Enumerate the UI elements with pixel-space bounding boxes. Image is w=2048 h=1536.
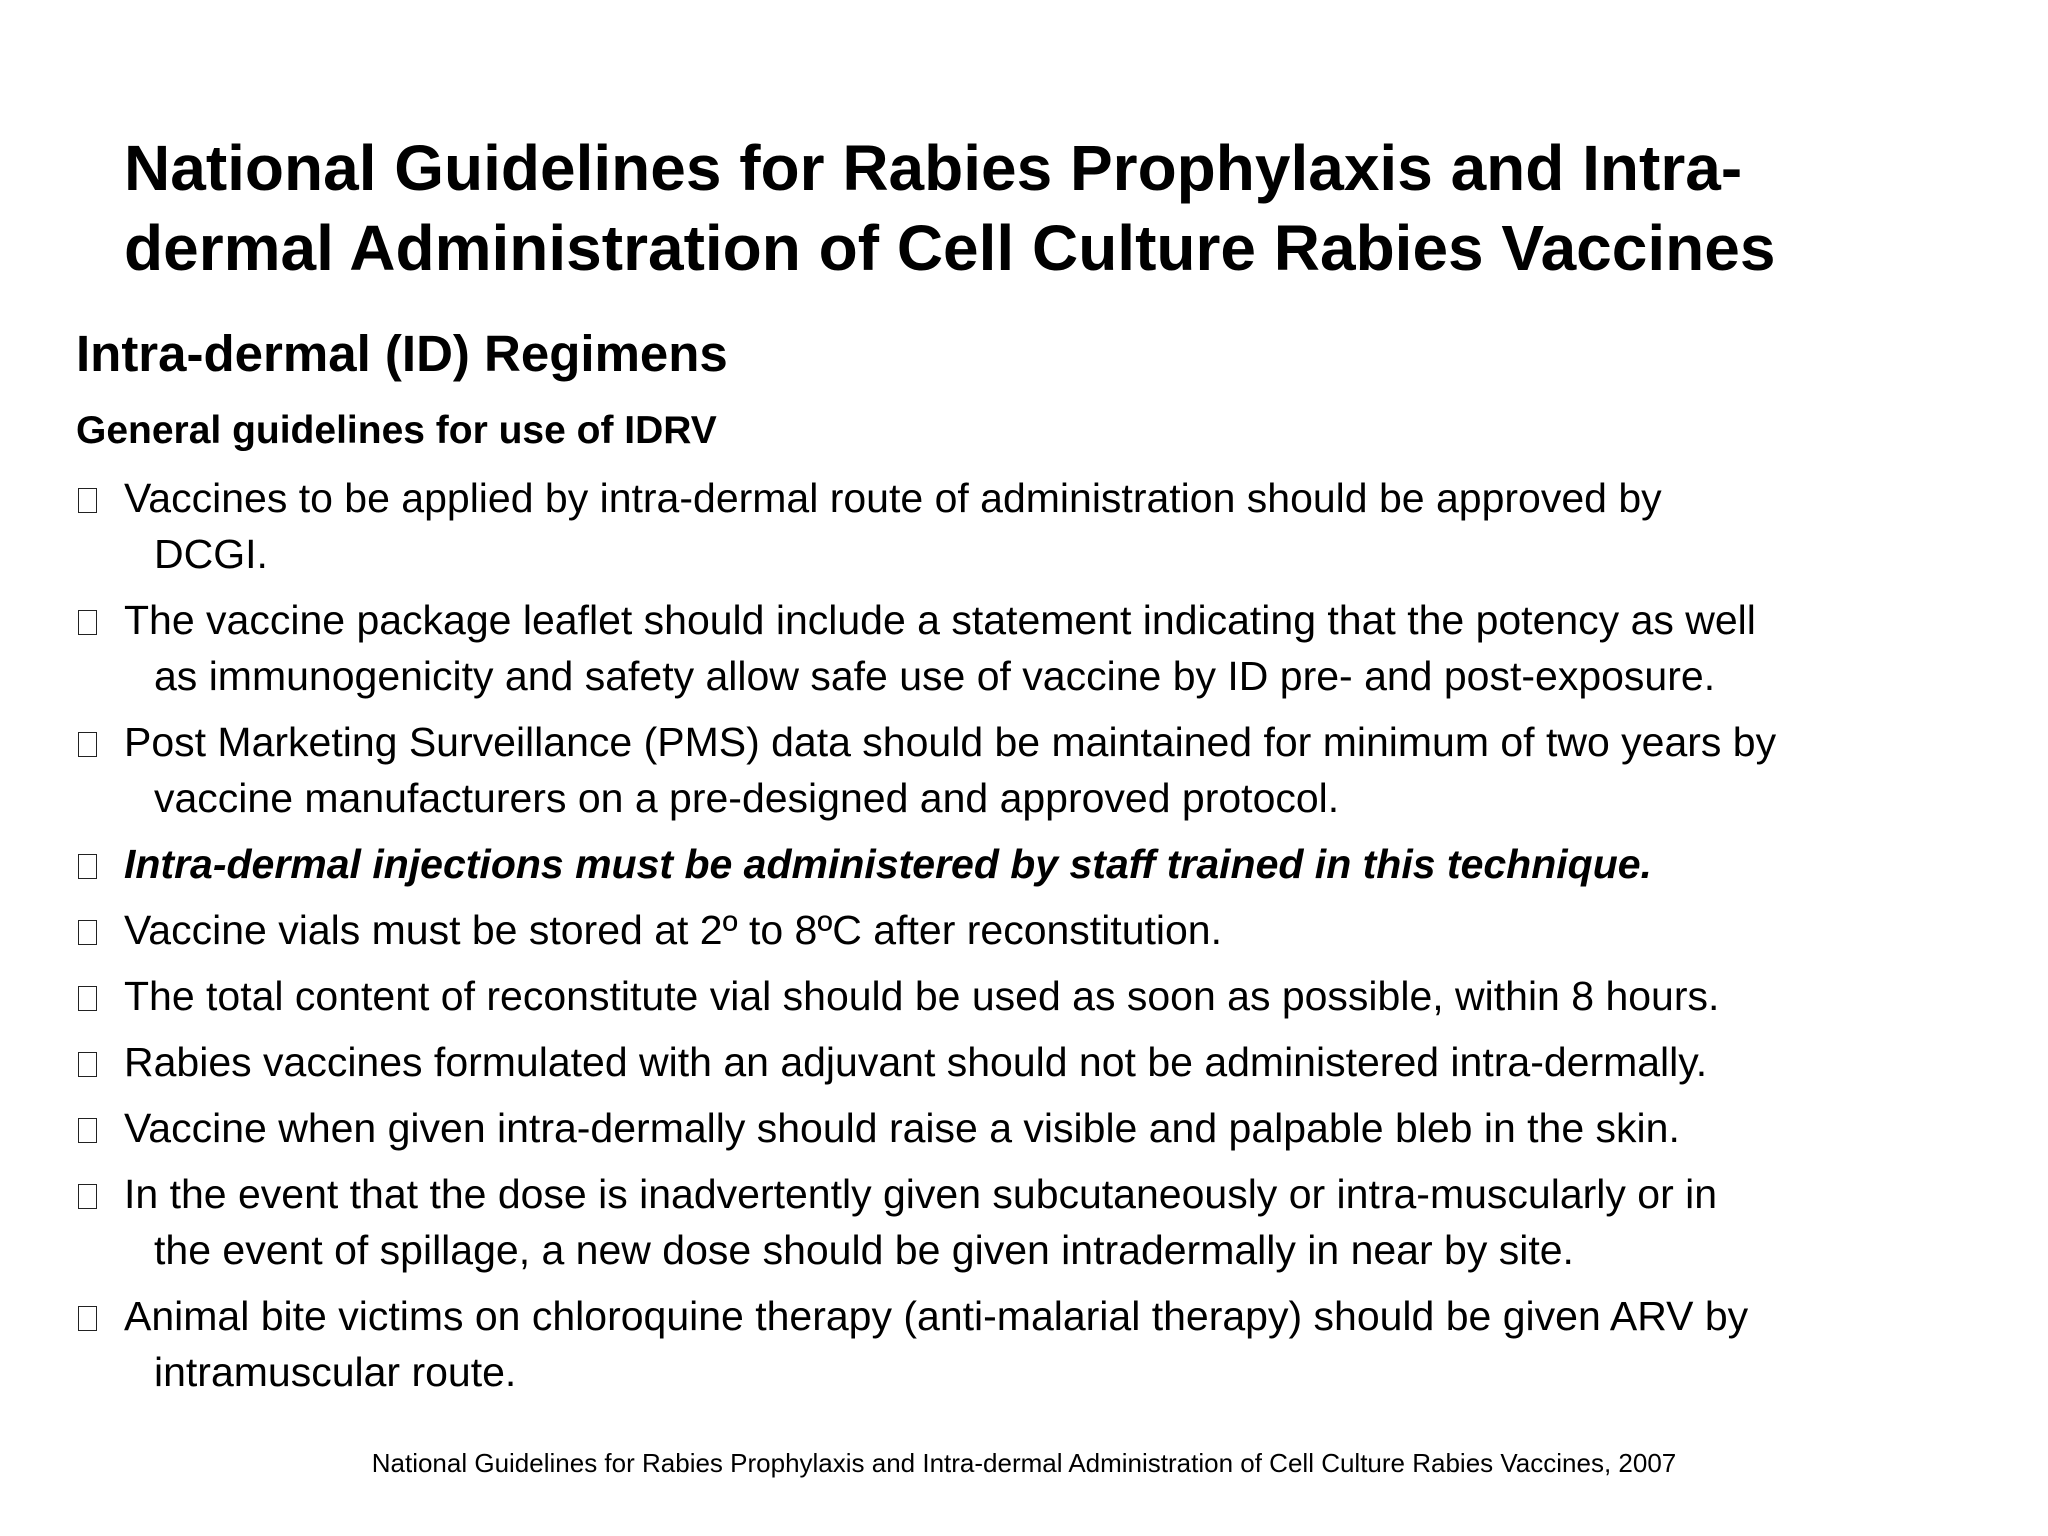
slide-title: [124, 128, 1984, 288]
bullet-box-icon: [78, 1306, 97, 1331]
bullet-box-icon: [78, 854, 97, 879]
bullet-text: [124, 836, 2016, 892]
list-item: [76, 470, 2016, 582]
bullet-text: [124, 592, 2016, 704]
bullet-line: Rabies vaccines formulated with an adjuvant should not be administered intra-dermally.: [124, 1039, 1708, 1085]
list-item: [76, 836, 2016, 892]
bullet-line: the event of spillage, a new dose should be given intradermally in near by site.: [154, 1227, 1574, 1273]
bullet-line: vaccine manufacturers on a pre-designed and approved protocol.: [154, 775, 1340, 821]
bullet-box-icon: [78, 986, 97, 1011]
bullet-line: The vaccine package leaflet should include a statement indicating that the potency as well: [124, 597, 1756, 643]
list-item: [76, 1288, 2016, 1400]
slide-subtitle: Intra-dermal (ID) Regimens: [76, 325, 728, 382]
bullet-box-icon: [78, 1118, 97, 1143]
bullet-box-icon: [78, 732, 97, 757]
bullet-text: [124, 470, 2016, 582]
list-item: [76, 1034, 2016, 1090]
slide-title-line-2: dermal Administration of Cell Culture Rabies Vaccines: [124, 212, 1776, 284]
guidelines-list: [76, 470, 2016, 1410]
list-item: [76, 1100, 2016, 1156]
bullet-line: Vaccines to be applied by intra-dermal route of administration should be approved by: [124, 475, 1662, 521]
bullet-text: [124, 714, 2016, 826]
list-item: [76, 1166, 2016, 1278]
bullet-line: Intra-dermal injections must be administered by staff trained in this technique.: [124, 841, 1652, 887]
list-item: [76, 902, 2016, 958]
bullet-box-icon: [78, 1184, 97, 1209]
bullet-text: [124, 1100, 2016, 1156]
bullet-line: In the event that the dose is inadvertently given subcutaneously or intra-muscularly or in: [124, 1171, 1718, 1217]
bullet-line: The total content of reconstitute vial should be used as soon as possible, within 8 hours.: [124, 973, 1720, 1019]
bullet-box-icon: [78, 488, 97, 513]
bullet-line: Animal bite victims on chloroquine therapy (anti-malarial therapy) should be given ARV by: [124, 1293, 1749, 1339]
bullet-line: DCGI.: [154, 531, 268, 577]
bullet-box-icon: [78, 610, 97, 635]
list-item: [76, 714, 2016, 826]
bullet-line: Post Marketing Surveillance (PMS) data should be maintained for minimum of two years by: [124, 719, 1777, 765]
bullet-box-icon: [78, 1052, 97, 1077]
list-item: [76, 592, 2016, 704]
bullet-box-icon: [78, 920, 97, 945]
list-item: [76, 968, 2016, 1024]
bullet-text: [124, 968, 2016, 1024]
bullet-text: [124, 902, 2016, 958]
bullet-text: [124, 1034, 2016, 1090]
bullet-line: Vaccine when given intra-dermally should raise a visible and palpable bleb in the skin.: [124, 1105, 1680, 1151]
bullet-line: Vaccine vials must be stored at 2º to 8ºC after reconstitution.: [124, 907, 1222, 953]
bullet-text: [124, 1288, 2016, 1400]
bullet-text: [124, 1166, 2016, 1278]
section-heading: General guidelines for use of IDRV: [76, 409, 717, 452]
bullet-line: as immunogenicity and safety allow safe use of vaccine by ID pre- and post-exposure.: [154, 653, 1716, 699]
slide-footer-citation: National Guidelines for Rabies Prophylaxis and Intra-dermal Administration of Cell Culture Rabies Vaccines, 2007: [371, 1448, 1677, 1478]
bullet-line: intramuscular route.: [154, 1349, 517, 1395]
slide-title-line-1: National Guidelines for Rabies Prophylaxis and Intra-: [124, 132, 1743, 204]
